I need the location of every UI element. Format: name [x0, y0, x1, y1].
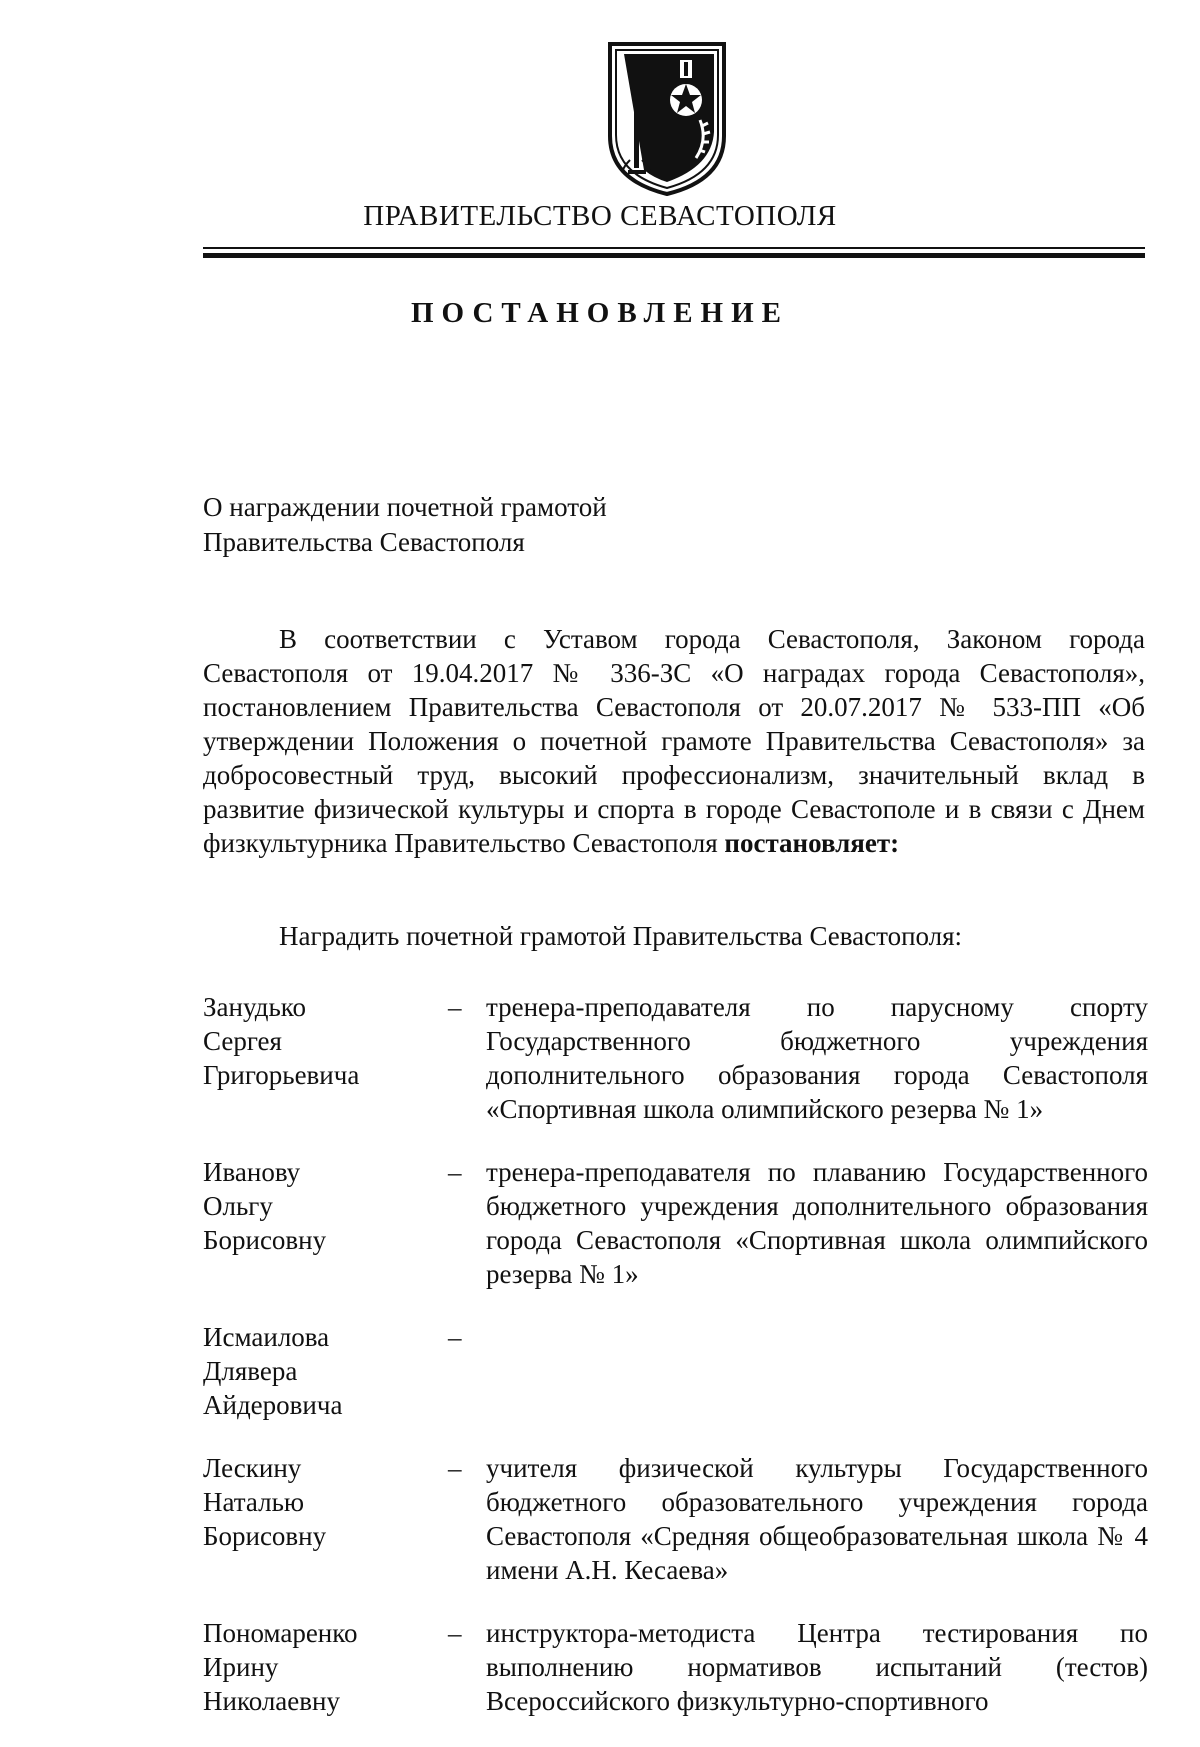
- subject-line-2: Правительства Севастополя: [203, 527, 525, 557]
- awardee-dash: –: [448, 992, 462, 1022]
- awardee-list: [203, 990, 1148, 1747]
- awardee-description: [486, 1320, 1148, 1422]
- decree-word: постановляет:: [724, 828, 900, 858]
- preamble-text: В соответствии с Уставом города Севастополя, Законом города Севастополя от 19.04.2017 № 336-ЗС «О наградах города Севастополя», постановлением Правительства Севастополя от 20.07.2017 № 533-ПП «Об утверждении Положения о почетной грамоте Правительства Севастополя» за добросовестный труд, высокий профессионализм, значительный вклад в развитие физической культуры и спорта в городе Севастополе и в связи с Днем физкультурника Правительство Севастополя: [203, 624, 1145, 858]
- awardee-description: инструктора-методиста Центра тестирования по выполнению нормативов испытаний (тестов) Всероссийского физкультурно-спортивного: [486, 1618, 1148, 1716]
- awardee-row: [203, 1451, 1148, 1587]
- awardee-name: Лескину Наталью Борисовну: [203, 1453, 327, 1551]
- awardee-description: тренера-преподавателя по парусному спорту Государственного бюджетного учреждения дополнительного образования города Севастополя «Спортивная школа олимпийского резерва № 1»: [486, 992, 1148, 1124]
- awardee-name: Занудько Сергея Григорьевича: [203, 992, 360, 1090]
- awardee-name: Исмаилова Длявера Айдеровича: [203, 1322, 343, 1420]
- awardee-row: [203, 1616, 1148, 1718]
- document-type-heading: ПОСТАНОВЛЕНИЕ: [410, 297, 789, 329]
- awardee-description: учителя физической культуры Государственного бюджетного образовательного учреждения города Севастополя «Средняя общеобразовательная школа № 4 имени А.Н. Кесаева»: [486, 1453, 1148, 1585]
- awardee-dash: –: [448, 1453, 462, 1483]
- awardee-row: [203, 1155, 1148, 1291]
- sevastopol-coat-of-arms-icon: [604, 40, 730, 198]
- subject-line-1: О награждении почетной грамотой: [203, 492, 607, 522]
- awardee-dash: –: [448, 1157, 462, 1187]
- awardee-name: Пономаренко Ирину Николаевну: [203, 1618, 358, 1716]
- government-name: ПРАВИТЕЛЬСТВО СЕВАСТОПОЛЯ: [363, 200, 837, 232]
- awardee-description: тренера-преподавателя по плаванию Государственного бюджетного учреждения дополнительного образования города Севастополя «Спортивная школа олимпийского резерва № 1»: [486, 1157, 1148, 1289]
- award-intro: Наградить почетной грамотой Правительства Севастополя:: [279, 921, 963, 951]
- preamble-paragraph: [203, 622, 1145, 860]
- awardee-dash: –: [448, 1618, 462, 1648]
- document-subject: [203, 490, 607, 560]
- awardee-dash: –: [448, 1322, 462, 1352]
- header-divider-thick: [203, 253, 1145, 258]
- awardee-name: Иванову Ольгу Борисовну: [203, 1157, 327, 1255]
- header-divider-thin: [203, 247, 1145, 249]
- awardee-row: [203, 1320, 1148, 1422]
- awardee-row: [203, 990, 1148, 1126]
